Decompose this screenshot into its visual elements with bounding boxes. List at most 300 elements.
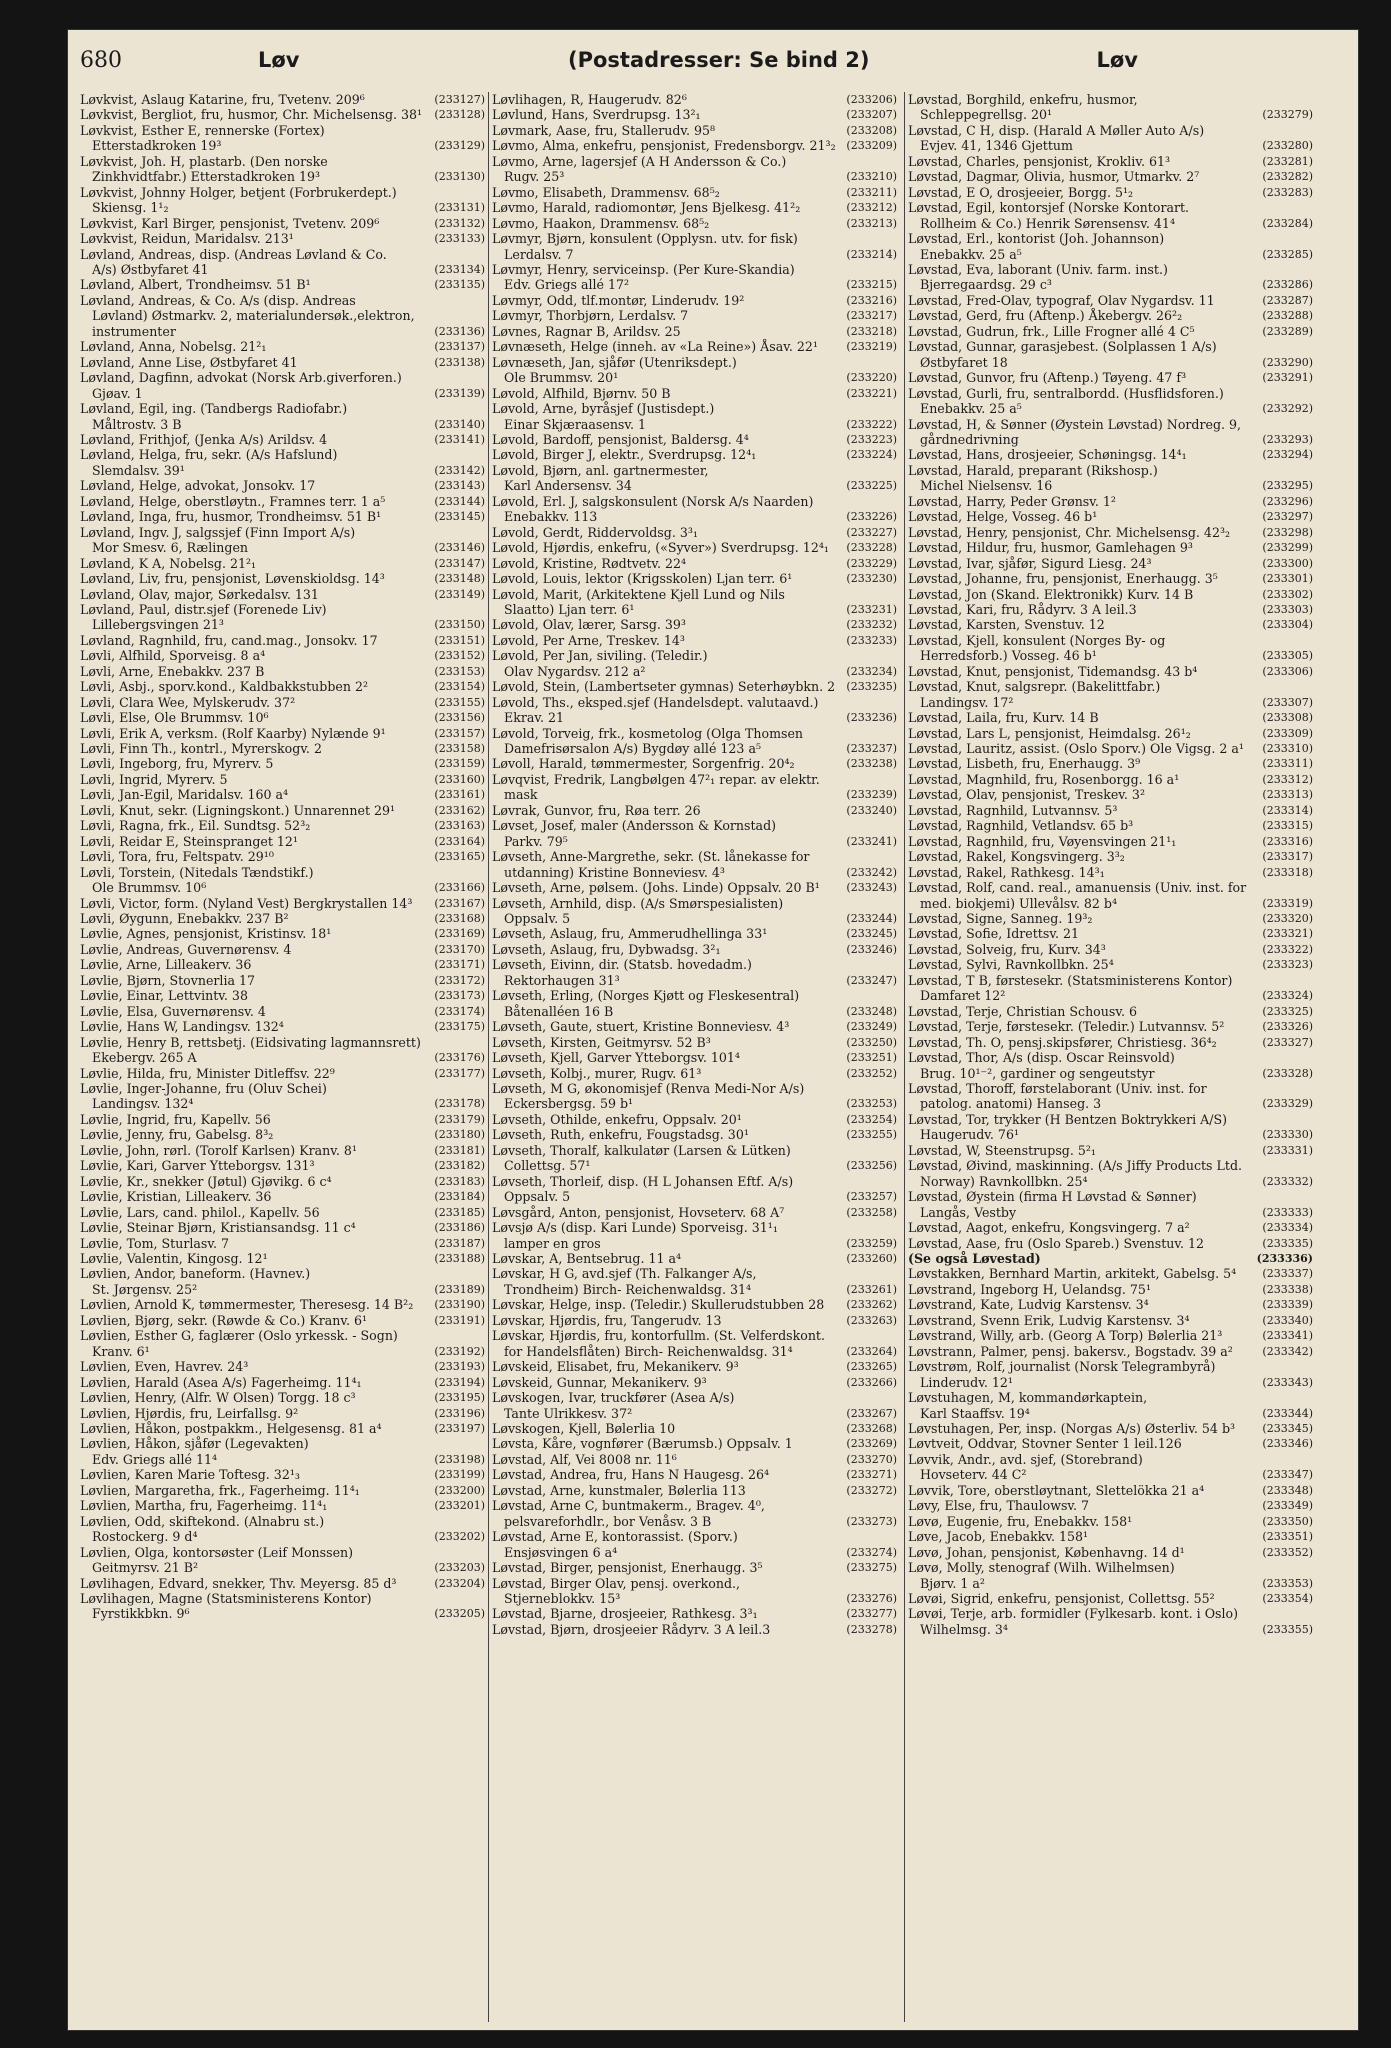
entry-text: Løvli, Alfhild, Sporveisg. 8 a⁴	[80, 648, 266, 664]
directory-entry-line	[908, 1606, 1313, 1621]
entry-text: Løvlie, Lars, cand. philol., Kapellv. 56	[80, 1204, 320, 1220]
entry-text: Løvstad, T B, førstesekr. (Statsministerens Kontor)	[908, 972, 1233, 988]
directory-entry-line	[908, 1514, 1313, 1529]
entry-text: Løvstad, Knut, salgsrepr. (Bakelittfabr.)	[908, 679, 1161, 695]
phone-number: (233172)	[434, 973, 485, 987]
phone-number: (233310)	[1262, 742, 1313, 756]
directory-entry-line	[492, 849, 897, 864]
entry-text: Løvli, Ingrid, Myrerv. 5	[80, 771, 228, 787]
directory-entry-line	[908, 1313, 1313, 1328]
phone-number: (233158)	[434, 742, 485, 756]
directory-entry-line	[492, 1452, 897, 1467]
entry-text: Løvstad, Øivind, maskinning. (A/s Jiffy Products Ltd.	[908, 1158, 1243, 1174]
directory-entry-line	[492, 138, 897, 153]
entry-text: Bjerregaardsg. 29 c³	[920, 277, 1052, 293]
directory-entry-line	[492, 169, 897, 184]
directory-entry-line	[80, 200, 485, 215]
directory-entry-line	[492, 1251, 897, 1266]
directory-entry-line	[80, 1050, 485, 1065]
entry-text: Mor Smesv. 6, Rælingen	[92, 540, 249, 556]
phone-number: (233197)	[434, 1421, 485, 1435]
phone-number: (233280)	[1262, 139, 1313, 153]
phone-number: (233189)	[434, 1282, 485, 1296]
entry-text: Løvold, Gerdt, Riddervoldsg. 3³₁	[492, 524, 698, 540]
entry-text: Løvli, Finn Th., kontrl., Myrerskogv. 2	[80, 741, 322, 757]
directory-entry-line	[80, 1004, 485, 1019]
directory-entry-line	[908, 741, 1313, 756]
entry-text: Løvkvist, Aslaug Katarine, fru, Tvetenv. 209⁶	[80, 92, 365, 107]
entry-text: Løvold, Stein, (Lambertseter gymnas) Seterhøybkn. 2	[492, 679, 836, 695]
directory-entry-line	[908, 1158, 1313, 1173]
entry-text: Løvvik, Tore, oberstløytnant, Slettelökka 21 a⁴	[908, 1482, 1205, 1498]
entry-text: Løvlien, Arnold K, tømmermester, Theresesg. 14 B²₂	[80, 1297, 414, 1313]
entry-text: Løvskar, Hjørdis, fru, kontorfullm. (St. Velferdskont.	[492, 1328, 825, 1344]
right-running-title: Løv	[1096, 48, 1138, 72]
directory-entry-line	[908, 339, 1313, 354]
directory-entry-line	[908, 1127, 1313, 1142]
directory-entry-line	[492, 386, 897, 401]
entry-text: Landingsv. 132⁴	[92, 1096, 194, 1112]
entry-text: Løvland, Albert, Trondheimsv. 51 B¹	[80, 277, 311, 293]
entry-text: Løvseth, Kirsten, Geitmyrsv. 52 B³	[492, 1034, 711, 1050]
phone-number: (233161)	[434, 788, 485, 802]
directory-entry-line	[492, 1205, 897, 1220]
entry-text: Hovseterv. 44 C²	[920, 1467, 1027, 1483]
phone-number: (233311)	[1262, 757, 1313, 771]
phone-number: (233165)	[434, 850, 485, 864]
phone-number: (233260)	[846, 1251, 897, 1265]
phone-number: (233141)	[434, 432, 485, 446]
directory-entry-line	[908, 1282, 1313, 1297]
directory-entry-line	[80, 1591, 485, 1606]
entry-text: Løvkvist, Karl Birger, pensjonist, Tvetenv. 209⁶	[80, 215, 380, 231]
entry-text: Løvli, Erik A, verksm. (Rolf Kaarby) Nylænde 9¹	[80, 725, 386, 741]
entry-text: Løvland, Helge, advokat, Jonsokv. 17	[80, 478, 316, 494]
entry-text: gårdnedrivning	[920, 431, 1019, 447]
directory-entry-line	[80, 432, 485, 447]
directory-entry-line	[492, 1622, 897, 1637]
directory-entry-line	[908, 1421, 1313, 1436]
phone-number: (233180)	[434, 1128, 485, 1142]
phone-number: (233194)	[434, 1375, 485, 1389]
entry-text: Langås, Vestby	[920, 1204, 1017, 1220]
phone-number: (233200)	[434, 1483, 485, 1497]
phone-number: (233232)	[846, 618, 897, 632]
phone-number: (233267)	[846, 1406, 897, 1420]
entry-text: Løvnæseth, Helge (inneh. av «La Reine») Åsav. 22¹	[492, 339, 818, 355]
phone-number: (233292)	[1262, 402, 1313, 416]
directory-entry-line	[908, 1189, 1313, 1204]
directory-entry-line	[908, 787, 1313, 802]
phone-number: (233355)	[1262, 1622, 1313, 1636]
directory-entry-line	[908, 1004, 1313, 1019]
entry-text: Løvland, K A, Nobelsg. 21²₁	[80, 555, 257, 571]
phone-number: (233319)	[1262, 896, 1313, 910]
directory-entry-line	[80, 849, 485, 864]
column-divider	[904, 92, 905, 2022]
directory-entry-line	[80, 1436, 485, 1451]
phone-number: (233238)	[846, 757, 897, 771]
entry-text: Løvlien, Martha, fru, Fagerheimg. 11⁴₁	[80, 1498, 328, 1514]
entry-text: Løvland, Olav, major, Sørkedalsv. 131	[80, 586, 319, 602]
directory-entry-line	[492, 617, 897, 632]
directory-entry-line	[908, 1112, 1313, 1127]
directory-entry-line	[908, 556, 1313, 571]
directory-entry-line	[492, 432, 897, 447]
directory-entry-line	[492, 216, 897, 231]
directory-entry-line	[908, 463, 1313, 478]
phone-number: (233192)	[434, 1344, 485, 1358]
phone-number: (233241)	[846, 834, 897, 848]
phone-number: (233352)	[1262, 1545, 1313, 1559]
directory-entry-line	[80, 1081, 485, 1096]
directory-entry-line	[80, 988, 485, 1003]
directory-entry-line	[80, 1236, 485, 1251]
phone-number: (233154)	[434, 680, 485, 694]
phone-number: (233231)	[846, 602, 897, 616]
directory-entry-line	[80, 478, 485, 493]
directory-entry-line	[492, 1189, 897, 1204]
directory-entry-line	[908, 1576, 1313, 1591]
entry-text: St. Jørgensv. 25²	[92, 1281, 198, 1297]
phone-number: (233168)	[434, 912, 485, 926]
phone-number: (233354)	[1262, 1591, 1313, 1605]
phone-number: (233201)	[434, 1499, 485, 1513]
directory-entry-line	[908, 185, 1313, 200]
phone-number: (233283)	[1262, 185, 1313, 199]
phone-number: (233291)	[1262, 371, 1313, 385]
directory-entry-line	[80, 1035, 485, 1050]
directory-entry-line	[908, 107, 1313, 122]
phone-number: (233164)	[434, 834, 485, 848]
entry-text: Måltrostv. 3 B	[92, 416, 182, 432]
phone-number: (233224)	[846, 448, 897, 462]
directory-entry-line	[80, 1406, 485, 1421]
phone-number: (233341)	[1262, 1329, 1313, 1343]
phone-number: (233162)	[434, 803, 485, 817]
directory-entry-line	[908, 1251, 1313, 1266]
entry-text: Løvlien, Margaretha, frk., Fagerheimg. 11⁴₁	[80, 1482, 360, 1498]
phone-number: (233208)	[846, 123, 897, 137]
directory-entry-line	[80, 587, 485, 602]
phone-number: (233277)	[846, 1607, 897, 1621]
directory-entry-line	[492, 1529, 897, 1544]
entry-text: Løvstad, Charles, pensjonist, Krokliv. 61³	[908, 153, 1171, 169]
directory-entry-line	[492, 1158, 897, 1173]
entry-text: Ensjøsvingen 6 a⁴	[504, 1544, 618, 1560]
page-number: 680	[80, 48, 122, 73]
entry-text: instrumenter	[92, 323, 176, 339]
entry-text: Løvmyr, Bjørn, konsulent (Opplysn. utv. for fisk)	[492, 231, 798, 247]
phone-number: (233247)	[846, 973, 897, 987]
entry-text: Løvseth, Aslaug, fru, Dybwadsg. 3²₁	[492, 941, 721, 957]
directory-entry-line	[80, 726, 485, 741]
directory-entry-line	[80, 556, 485, 571]
phone-number: (233342)	[1262, 1344, 1313, 1358]
directory-entry-line	[80, 185, 485, 200]
entry-text: Løvstad, Gurli, fru, sentralbordd. (Husflidsforen.)	[908, 385, 1224, 401]
entry-text: Løvold, Alfhild, Bjørnv. 50 B	[492, 385, 671, 401]
phone-number: (233218)	[846, 324, 897, 338]
directory-entry-line	[492, 1498, 897, 1513]
phone-number: (233303)	[1262, 602, 1313, 616]
phone-number: (233284)	[1262, 216, 1313, 230]
directory-entry-line	[492, 1004, 897, 1019]
entry-text: Løvlie, Kristian, Lilleakerv. 36	[80, 1189, 272, 1205]
entry-text: Løvold, Bjørn, anl. gartnermester,	[492, 462, 709, 478]
phone-number: (233155)	[434, 695, 485, 709]
directory-entry-line	[908, 849, 1313, 864]
entry-text: Løvset, Josef, maler (Andersson & Kornstad)	[492, 818, 777, 834]
entry-text: Løvlie, Valentin, Kingosg. 12¹	[80, 1250, 268, 1266]
directory-entry-line	[80, 339, 485, 354]
entry-text: Løvlien, Even, Havrev. 24³	[80, 1359, 249, 1375]
phone-number: (233138)	[434, 355, 485, 369]
directory-entry-line	[492, 1591, 897, 1606]
phone-number: (233289)	[1262, 324, 1313, 338]
entry-text: Parkv. 79⁵	[504, 833, 568, 849]
phone-number: (233302)	[1262, 587, 1313, 601]
phone-number: (233203)	[434, 1561, 485, 1575]
entry-text: Løvstad, Rolf, cand. real., amanuensis (Univ. inst. for	[908, 880, 1247, 896]
directory-entry-line	[492, 185, 897, 200]
directory-entry-line	[80, 509, 485, 524]
entry-text: lamper en gros	[504, 1235, 601, 1251]
entry-text: Edv. Griegs allé 11⁴	[92, 1451, 218, 1467]
directory-entry-line	[908, 123, 1313, 138]
phone-number: (233193)	[434, 1360, 485, 1374]
directory-entry-line	[908, 1467, 1313, 1482]
directory-entry-line	[908, 896, 1313, 911]
phone-number: (233214)	[846, 247, 897, 261]
directory-entry-line	[80, 896, 485, 911]
directory-entry-line	[908, 138, 1313, 153]
directory-entry-line	[908, 401, 1313, 416]
phone-number: (233223)	[846, 432, 897, 446]
entry-text: utdanning) Kristine Bonneviesv. 4³	[504, 864, 725, 880]
phone-number: (233270)	[846, 1452, 897, 1466]
entry-text: Løvsjø A/s (disp. Kari Lunde) Sporveisg. 31¹₁	[492, 1220, 778, 1236]
entry-text: Østbyfaret 18	[920, 354, 1008, 370]
directory-entry-line	[908, 200, 1313, 215]
directory-column-1	[80, 92, 485, 1622]
entry-text: Løvli, Else, Ole Brummsv. 10⁶	[80, 710, 269, 726]
phone-number: (233258)	[846, 1205, 897, 1219]
phone-number: (233146)	[434, 541, 485, 555]
directory-entry-line	[908, 1344, 1313, 1359]
directory-entry-line	[908, 169, 1313, 184]
entry-text: Løvskar, A, Bentsebrug. 11 a⁴	[492, 1250, 682, 1266]
entry-text: Fyrstikkbkn. 9⁶	[92, 1606, 190, 1622]
entry-text: Løvlie, Hans W, Landingsv. 132⁴	[80, 1019, 284, 1035]
phone-number: (233209)	[846, 139, 897, 153]
entry-text: Løvlien, Håkon, postpakkm., Helgesensg. 81 a⁴	[80, 1420, 382, 1436]
directory-entry-line	[492, 911, 897, 926]
entry-text: Løvstuhagen, M, kommandørkaptein,	[908, 1390, 1148, 1406]
directory-entry-line	[908, 1035, 1313, 1050]
directory-entry-line	[492, 602, 897, 617]
directory-entry-line	[908, 154, 1313, 169]
entry-text: Løvlie, Bjørn, Stovnerlia 17	[80, 972, 256, 988]
directory-entry-line	[492, 1344, 897, 1359]
phone-number: (233206)	[846, 93, 897, 106]
entry-text: Stjerneblokkv. 15³	[504, 1590, 621, 1606]
entry-text: Collettsg. 57¹	[504, 1158, 591, 1174]
directory-entry-line	[492, 1282, 897, 1297]
phone-number: (233176)	[434, 1051, 485, 1065]
phone-number: (233220)	[846, 371, 897, 385]
directory-entry-line	[908, 308, 1313, 323]
directory-entry-line	[80, 1282, 485, 1297]
entry-text: Løvstad, H, & Sønner (Øystein Løvstad) Nordreg. 9,	[908, 416, 1242, 432]
phone-number: (233345)	[1262, 1421, 1313, 1435]
directory-entry-line	[492, 803, 897, 818]
phone-number: (233263)	[846, 1313, 897, 1327]
directory-entry-line	[492, 1066, 897, 1081]
directory-entry-line	[908, 447, 1313, 462]
phone-number: (233288)	[1262, 309, 1313, 323]
directory-entry-line	[80, 648, 485, 663]
entry-text: Løvseth, Ruth, enkefru, Fougstadsg. 30¹	[492, 1127, 749, 1143]
directory-entry-line	[492, 1019, 897, 1034]
directory-entry-line	[492, 1545, 897, 1560]
entry-text: Løvseth, Erling, (Norges Kjøtt og Fleskesentral)	[492, 988, 800, 1004]
directory-entry-line	[492, 1081, 897, 1096]
entry-text: Løvstad, Dagmar, Olivia, husmor, Utmarkv. 2⁷	[908, 169, 1200, 185]
phone-number: (233149)	[434, 587, 485, 601]
entry-text: Løvlien, Harald (Asea A/s) Fagerheimg. 11⁴₁	[80, 1374, 362, 1390]
directory-entry-line	[908, 772, 1313, 787]
directory-entry-line	[492, 1467, 897, 1482]
directory-entry-line	[80, 154, 485, 169]
directory-entry-line	[80, 216, 485, 231]
entry-text: Løvlie, Jenny, fru, Gabelsg. 8³₂	[80, 1127, 274, 1143]
entry-text: Løvstad, Th. O, pensj.skipsfører, Christiesg. 36⁴₂	[908, 1034, 1217, 1050]
entry-text: Løvli, Jan-Egil, Maridalsv. 160 a⁴	[80, 787, 289, 803]
entry-text: Løvlien, Esther G, faglærer (Oslo yrkessk. - Sogn)	[80, 1328, 398, 1344]
entry-text: Løve, Jacob, Enebakkv. 158¹	[908, 1529, 1089, 1545]
directory-entry-line	[80, 169, 485, 184]
directory-entry-line	[80, 880, 485, 895]
directory-entry-line	[80, 370, 485, 385]
entry-text: Løvland, Inga, fru, husmor, Trondheimsv. 51 B¹	[80, 509, 382, 525]
entry-text: Løvstad, Ragnhild, Lutvannsv. 5³	[908, 802, 1118, 818]
entry-text: Løvskar, Hjørdis, fru, Tangerudv. 13	[492, 1312, 722, 1328]
entry-text: Rostockerg. 9 d⁴	[92, 1529, 198, 1545]
phone-number: (233219)	[846, 340, 897, 354]
directory-entry-line	[908, 726, 1313, 741]
directory-entry-line	[492, 1236, 897, 1251]
entry-text: Løvseth, Aslaug, fru, Ammerudhellinga 33¹	[492, 926, 768, 942]
directory-entry-line	[492, 633, 897, 648]
entry-text: Løvmo, Harald, radiomontør, Jens Bjelkesg. 41²₂	[492, 200, 801, 216]
phone-number: (233297)	[1262, 510, 1313, 524]
phone-number: (233135)	[434, 278, 485, 292]
directory-entry-line	[80, 1096, 485, 1111]
phone-number: (233335)	[1262, 1236, 1313, 1250]
entry-text: Løvstad, Lauritz, assist. (Oslo Sporv.) Ole Vigsg. 2 a¹	[908, 741, 1244, 757]
entry-text: Løvstad, Sofie, Idrettsv. 21	[908, 926, 1079, 942]
entry-text: Løvstuhagen, Per, insp. (Norgas A/s) Østerliv. 54 b³	[908, 1420, 1236, 1436]
entry-text: Løvø, Johan, pensjonist, Københavng. 14 d¹	[908, 1544, 1185, 1560]
directory-entry-line	[908, 216, 1313, 231]
phone-number: (233271)	[846, 1468, 897, 1482]
entry-text: Løvseth, Othilde, enkefru, Oppsalv. 20¹	[492, 1111, 742, 1127]
directory-entry-line	[80, 633, 485, 648]
entry-text: Løvstad, Terje, førstesekr. (Teledir.) Lutvannsv. 5²	[908, 1019, 1225, 1035]
directory-entry-line	[492, 1375, 897, 1390]
phone-number: (233182)	[434, 1159, 485, 1173]
entry-text: Løvstad, Andrea, fru, Hans N Haugesg. 26⁴	[492, 1467, 770, 1483]
entry-text: Løvstad, Alf, Vei 8008 nr. 11⁶	[492, 1451, 677, 1467]
entry-text: Wilhelmsg. 3⁴	[920, 1621, 1008, 1637]
phone-number: (233264)	[846, 1344, 897, 1358]
entry-text: mask	[504, 787, 538, 803]
directory-entry-line	[908, 1375, 1313, 1390]
entry-text: Løvlie, Kr., snekker (Jøtul) Gjøvikg. 6 c⁴	[80, 1173, 332, 1189]
entry-text: Geitmyrsv. 21 B²	[92, 1560, 199, 1576]
directory-entry-line	[492, 509, 897, 524]
phone-number: (233254)	[846, 1112, 897, 1126]
phone-number: (233237)	[846, 742, 897, 756]
directory-entry-line	[908, 617, 1313, 632]
entry-text: Oppsalv. 5	[504, 911, 571, 927]
directory-entry-line	[492, 1606, 897, 1621]
directory-entry-line	[908, 370, 1313, 385]
phone-number: (233128)	[434, 108, 485, 122]
phone-number: (233318)	[1262, 865, 1313, 879]
entry-text: Løvlie, Arne, Lilleakerv. 36	[80, 957, 252, 973]
phone-number: (233244)	[846, 912, 897, 926]
entry-text: Ole Brummsv. 20¹	[504, 370, 619, 386]
phone-number: (233160)	[434, 772, 485, 786]
phone-number: (233274)	[846, 1545, 897, 1559]
directory-entry-line	[492, 587, 897, 602]
directory-entry-line	[908, 664, 1313, 679]
directory-entry-line	[80, 1483, 485, 1498]
phone-number: (233212)	[846, 201, 897, 215]
entry-text: Løvstad, Gerd, fru (Aftenp.) Åkebergv. 26²₂	[908, 308, 1183, 324]
phone-number: (233325)	[1262, 1004, 1313, 1018]
entry-text: Løvstad, Borghild, enkefru, husmor,	[908, 92, 1138, 107]
directory-entry-line	[492, 1576, 897, 1591]
directory-entry-line	[908, 1452, 1313, 1467]
directory-entry-line	[908, 386, 1313, 401]
directory-entry-line	[908, 1081, 1313, 1096]
directory-entry-line	[908, 911, 1313, 926]
directory-entry-line	[908, 1560, 1313, 1575]
phone-number: (233261)	[846, 1282, 897, 1296]
entry-text: Løvland, Ragnhild, fru, cand.mag., Jonsokv. 17	[80, 632, 378, 648]
phone-number: (233351)	[1262, 1530, 1313, 1544]
directory-entry-line	[80, 1467, 485, 1482]
directory-entry-line	[80, 911, 485, 926]
entry-text: Slaatto) Ljan terr. 6¹	[504, 601, 635, 617]
directory-entry-line	[492, 1483, 897, 1498]
phone-number: (233191)	[434, 1313, 485, 1327]
directory-entry-line	[908, 1529, 1313, 1544]
directory-entry-line	[908, 1096, 1313, 1111]
directory-entry-line	[80, 231, 485, 246]
entry-text: Løvlie, John, rørl. (Torolf Karlsen) Kranv. 8¹	[80, 1142, 357, 1158]
directory-entry-line	[80, 525, 485, 540]
entry-text: Løvskar, Helge, insp. (Teledir.) Skullerudstubben 28	[492, 1297, 825, 1313]
entry-text: Løvstad, Gunvor, fru (Aftenp.) Tøyeng. 47 f³	[908, 370, 1187, 386]
entry-text: (Se også Løvestad)	[908, 1250, 1041, 1266]
phone-number: (233348)	[1262, 1483, 1313, 1497]
directory-entry-line	[80, 1576, 485, 1591]
directory-entry-line	[80, 571, 485, 586]
